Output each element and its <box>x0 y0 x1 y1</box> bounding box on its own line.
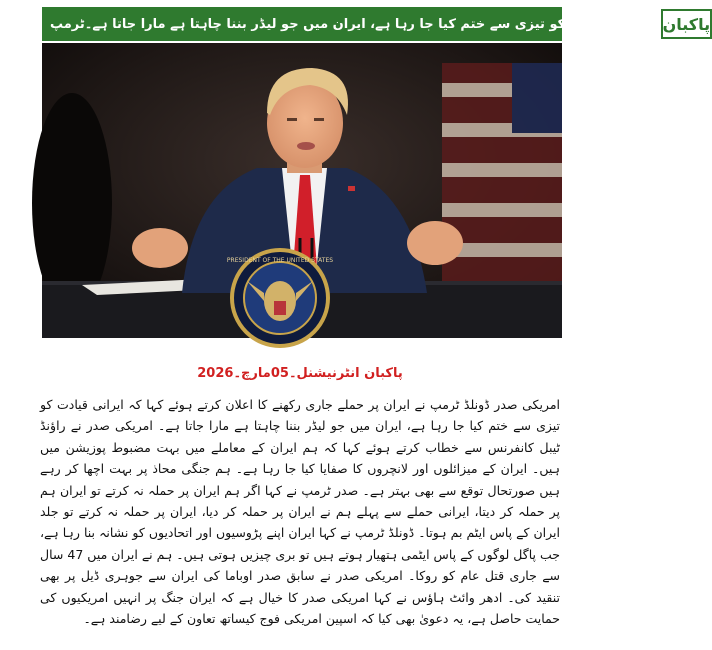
brand-logo[interactable]: پاکبان <box>661 9 712 39</box>
news-photo <box>42 43 562 338</box>
byline-dateline: پاکبان انٹرنیشنل۔05مارچ۔2026 <box>197 366 403 381</box>
flag-background <box>442 63 562 293</box>
speaker-at-podium-image <box>42 43 562 338</box>
headline[interactable]: ایرانی قیادت کو تیزی سے ختم کیا جا رہا ہے، ایران میں جو لیڈر بننا چاہتا ہے مارا جاتا ہے۔ٹرمپ <box>50 16 653 32</box>
article-body: امریکی صدر ڈونلڈ ٹرمپ نے ایران پر حملے جاری رکھنے کا اعلان کرتے ہوئے کہا کہ ایرانی قیادت کو تیزی سے ختم کیا جا رہا ہے، ایران میں جو لیڈر بننا چاہتا ہے مارا جاتا ہے۔ امریکی صدر نے راؤنڈ ٹیبل کانفرنس سے خطاب کرتے ہوئے کہا کہ ہم ایران کے معاملے میں بہت مضبوط پوزیشن میں ہیں۔ ایران کے میزائلوں اور لانچروں کا صفایا کیا جا رہا ہے۔ ہم جنگی محاذ پر بہت اچھا کر رہے ہیں صورتحال توقع سے بھی بہتر ہے۔ صدر ٹرمپ نے کہا اگر ہم ایران پر حملہ نہ کرتے تو ایران ہم پر حملہ کر دیتا، ایرانی حملے سے پہلے ہم نے ایران پر حملہ کر دیا، ایران پر حملہ نہ کرتے تو جلد ایران کے پاس ایٹم بم ہوتا۔ ڈونلڈ ٹرمپ نے کہا ایران اپنے پڑوسیوں اور اتحادیوں کو نشانہ بنا رہا ہے، جب پاگل لوگوں کے پاس ایٹمی ہتھیار ہوتے ہیں تو بری چیزیں ہوتی ہیں۔ ہم نے ایران میں 47 سال سے جاری قتل عام کو روکا۔ امریکی صدر نے سابق صدر اوباما کی ایران سے جوہری ڈیل پر بھی تنقید کی۔ ادھر وائٹ ہاؤس نے کہا امریکی صدر کا خیال ہے کہ ایران جنگ پر انہیں امریکیوں کی حمایت حاصل ہے، یہ دعویٰ بھی کیا کہ اسپین امریکی فوج کیساتھ تعاون کے لیے رضامند ہے۔ <box>40 397 560 627</box>
headline-banner <box>42 7 711 41</box>
seal-text: PRESIDENT OF THE UNITED STATES <box>226 257 334 264</box>
